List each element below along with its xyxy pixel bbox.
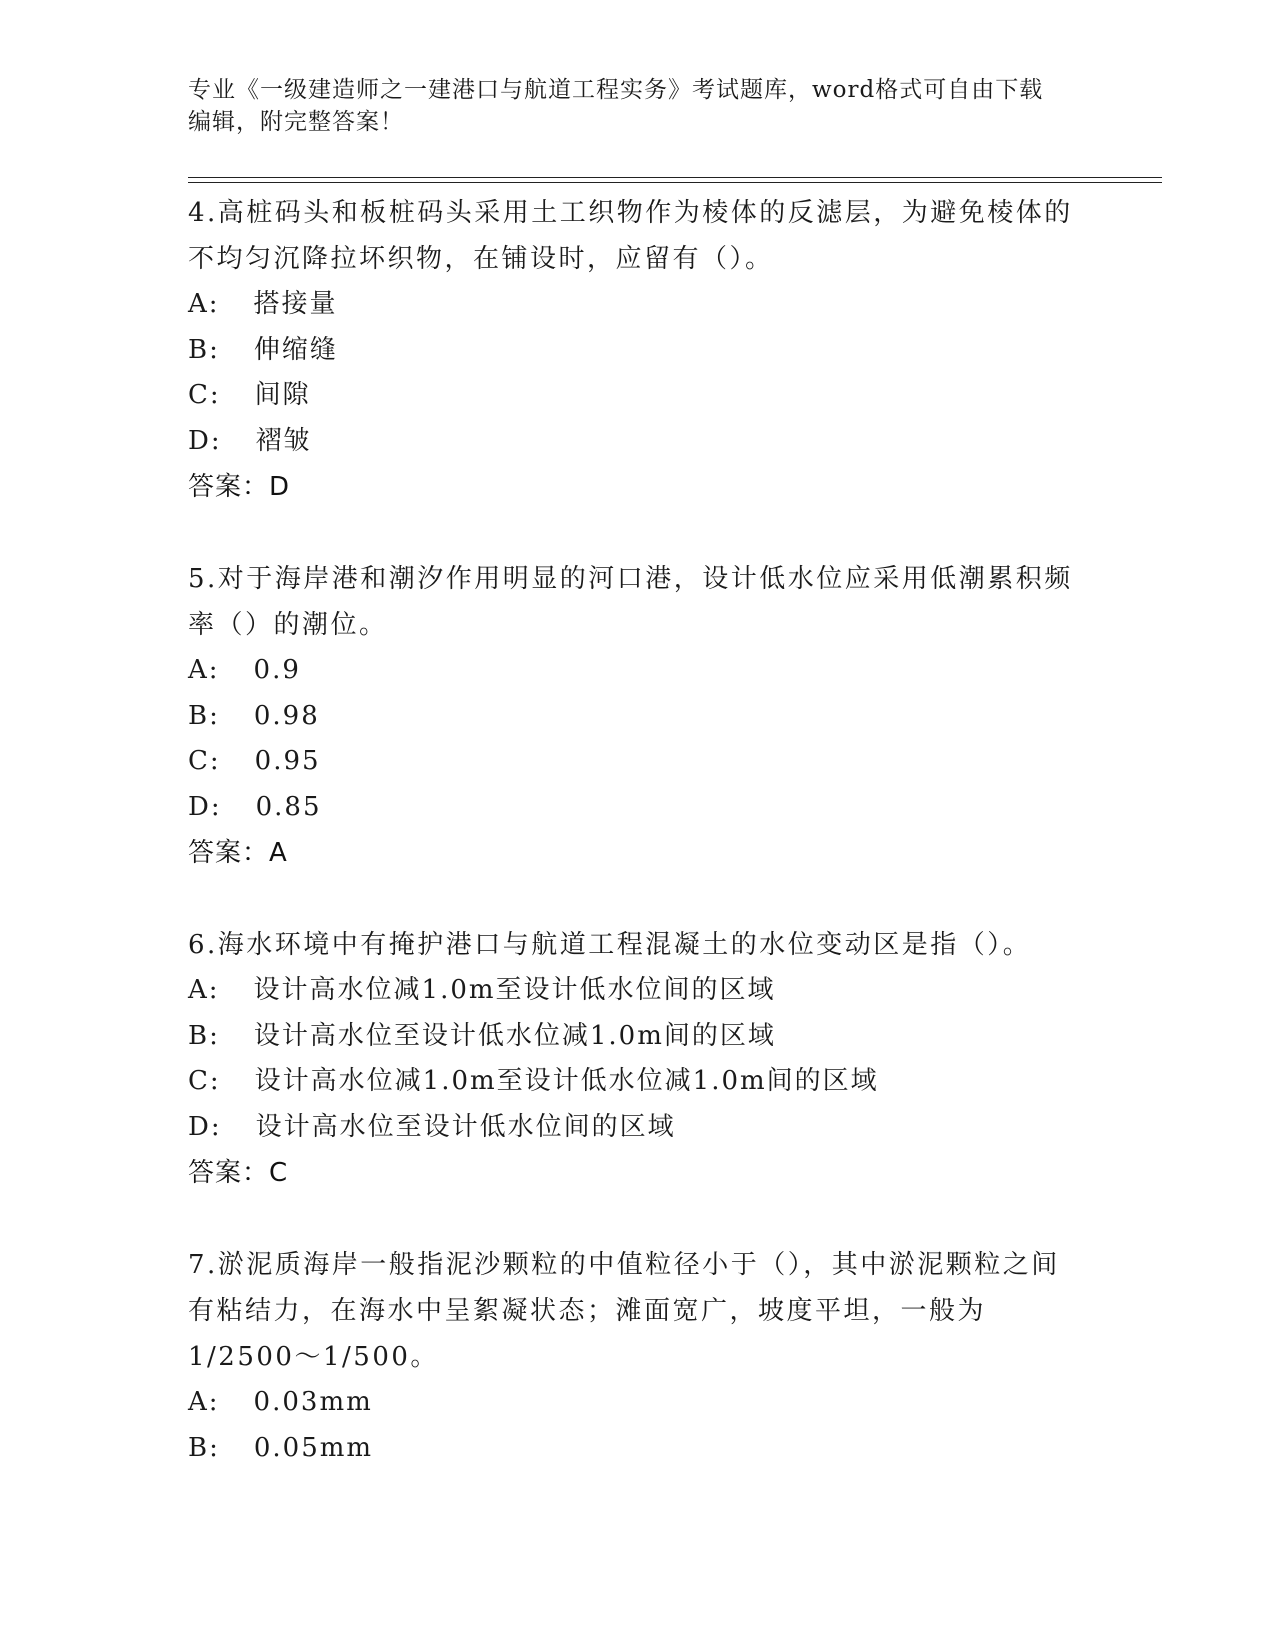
option-letter: B:	[188, 334, 220, 365]
header-divider-bottom	[188, 182, 1162, 183]
answer-line: 答案：A	[188, 838, 288, 868]
option-b	[188, 694, 1088, 740]
option-a	[188, 1380, 1088, 1426]
option-a	[188, 648, 1088, 694]
option-letter: C:	[188, 746, 221, 776]
option-text: 设计高水位减1.0m至设计低水位间的区域	[253, 975, 776, 1005]
question-6	[188, 922, 1088, 1196]
option-text: 0.98	[253, 700, 320, 731]
option-text: 搭接量	[253, 289, 338, 319]
option-letter: B:	[188, 1020, 220, 1051]
question-list	[188, 190, 1088, 1517]
option-letter: B:	[188, 700, 220, 731]
option-a	[188, 282, 1088, 328]
option-c	[188, 1059, 1088, 1105]
option-text: 0.95	[254, 746, 321, 776]
option-c	[188, 373, 1088, 419]
option-d	[188, 1105, 1088, 1151]
header-divider-top	[188, 177, 1162, 178]
answer-line: 答案：D	[188, 472, 291, 502]
option-letter: A:	[188, 655, 220, 685]
option-text: 间隙	[254, 380, 311, 410]
option-text: 0.05mm	[253, 1432, 374, 1463]
option-letter: D:	[188, 791, 222, 822]
question-4	[188, 190, 1088, 510]
option-text: 0.9	[253, 655, 301, 685]
option-text: 0.85	[255, 791, 322, 822]
question-stem: 7.淤泥质海岸一般指泥沙颗粒的中值粒径小于（），其中淤泥颗粒之间有粘结力，在海水中呈絮凝状态；滩面宽广，坡度平坦，一般为1/2500～1/500。	[188, 1250, 1060, 1372]
option-text: 设计高水位至设计低水位间的区域	[255, 1111, 676, 1142]
option-b	[188, 1014, 1088, 1060]
option-letter: D:	[188, 1111, 222, 1142]
option-letter: C:	[188, 380, 221, 410]
option-b	[188, 1426, 1088, 1472]
option-letter: A:	[188, 975, 220, 1005]
question-5	[188, 556, 1088, 876]
option-text: 设计高水位至设计低水位减1.0m间的区域	[253, 1020, 776, 1051]
option-a	[188, 968, 1088, 1014]
question-stem: 4.高桩码头和板桩码头采用土工织物作为棱体的反滤层，为避免棱体的不均匀沉降拉坏织物，在铺设时，应留有（）。	[188, 198, 1073, 274]
option-d	[188, 419, 1088, 465]
option-letter: A:	[188, 1387, 220, 1417]
option-d	[188, 785, 1088, 831]
option-text: 0.03mm	[253, 1387, 373, 1417]
option-c	[188, 739, 1088, 785]
option-letter: A:	[188, 289, 220, 319]
option-letter: B:	[188, 1432, 220, 1463]
header-line-1: 专业《一级建造师之一建港口与航道工程实务》考试题库，word格式可自由下载	[188, 77, 1044, 103]
header-line-2: 编辑，附完整答案！	[188, 109, 404, 135]
option-b	[188, 328, 1088, 374]
answer-line: 答案：C	[188, 1158, 289, 1188]
option-text: 伸缩缝	[253, 334, 338, 365]
option-letter: C:	[188, 1066, 221, 1096]
option-text: 褶皱	[255, 425, 312, 456]
question-stem: 6.海水环境中有掩护港口与航道工程混凝土的水位变动区是指（）。	[188, 930, 1032, 960]
document-header	[188, 74, 1088, 138]
question-7	[188, 1242, 1088, 1471]
question-stem: 5.对于海岸港和潮汐作用明显的河口港，设计低水位应采用低潮累积频率（）的潮位。	[188, 564, 1073, 640]
option-letter: D:	[188, 425, 222, 456]
option-text: 设计高水位减1.0m至设计低水位减1.0m间的区域	[254, 1066, 879, 1096]
